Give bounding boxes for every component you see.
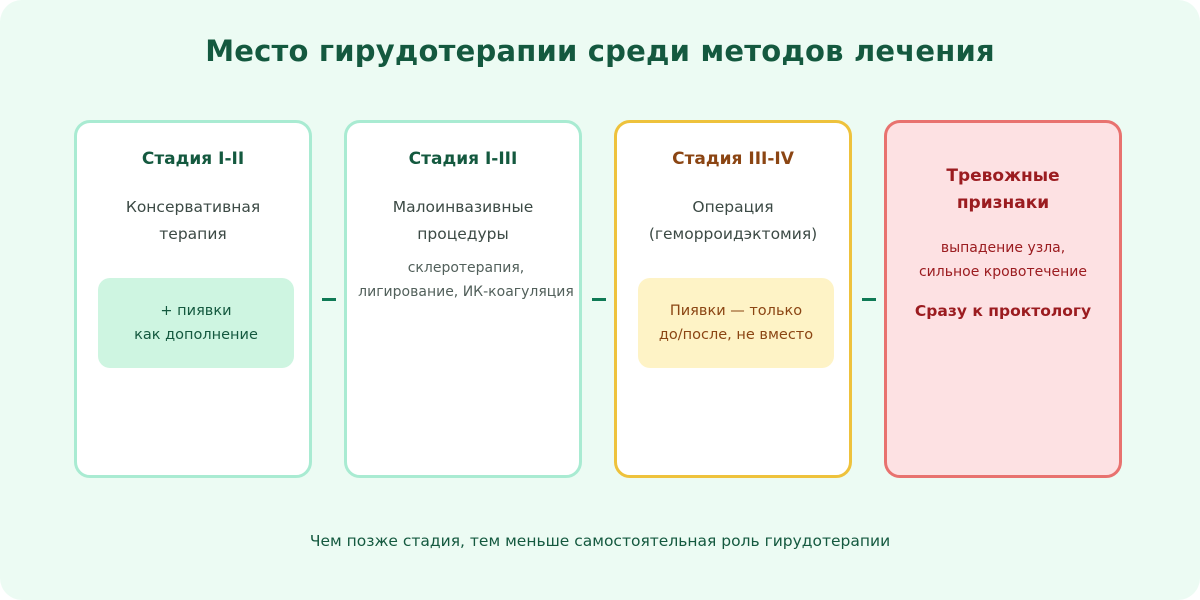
method-text [617,194,849,248]
leech-note [98,278,294,368]
stage-title: Стадия I-III [408,149,518,169]
connector-2 [592,298,606,301]
method-line: процедуры [417,225,509,243]
stage-title: Стадия I-II [141,149,245,169]
connector-1 [322,298,336,301]
stage-title: Стадия III-IV [672,149,794,169]
proctologist-call-to-action: Сразу к проктологу [914,302,1092,320]
stage-card-1 [74,120,312,478]
procedure-details [341,256,591,304]
symptom-line: сильное кровотечение [918,264,1088,280]
note-line: до/после, не вместо [658,327,814,343]
alarm-title [887,163,1119,217]
details-line: склеротерапия, [407,260,525,276]
note-line: как дополнение [134,327,258,343]
method-line: Малоинвазивные [392,198,534,216]
stage-card-3 [614,120,852,478]
note-line: + пиявки [160,303,232,319]
method-line: Консервативная [125,198,261,216]
connector-3 [862,298,876,301]
method-text [347,194,579,248]
symptom-line: выпадение узла, [940,240,1066,256]
note-line: Пиявки — только [669,303,803,319]
alarm-symptoms [887,236,1119,284]
method-line: (геморроидэктомия) [648,225,818,243]
leech-warning-note [638,278,834,368]
alarm-title-line: признаки [956,193,1050,213]
stage-card-2 [344,120,582,478]
method-line: Операция [692,198,774,216]
method-text [77,194,309,248]
alarm-card [884,120,1122,478]
footer-caption: Чем позже стадия, тем меньше самостоятельная роль гирудотерапии [309,532,891,550]
method-line: терапия [159,225,227,243]
alarm-title-line: Тревожные [946,166,1060,186]
details-line: лигирование, ИК-коагуляция [358,284,574,300]
diagram-title: Место гирудотерапии среди методов лечения [205,34,995,68]
